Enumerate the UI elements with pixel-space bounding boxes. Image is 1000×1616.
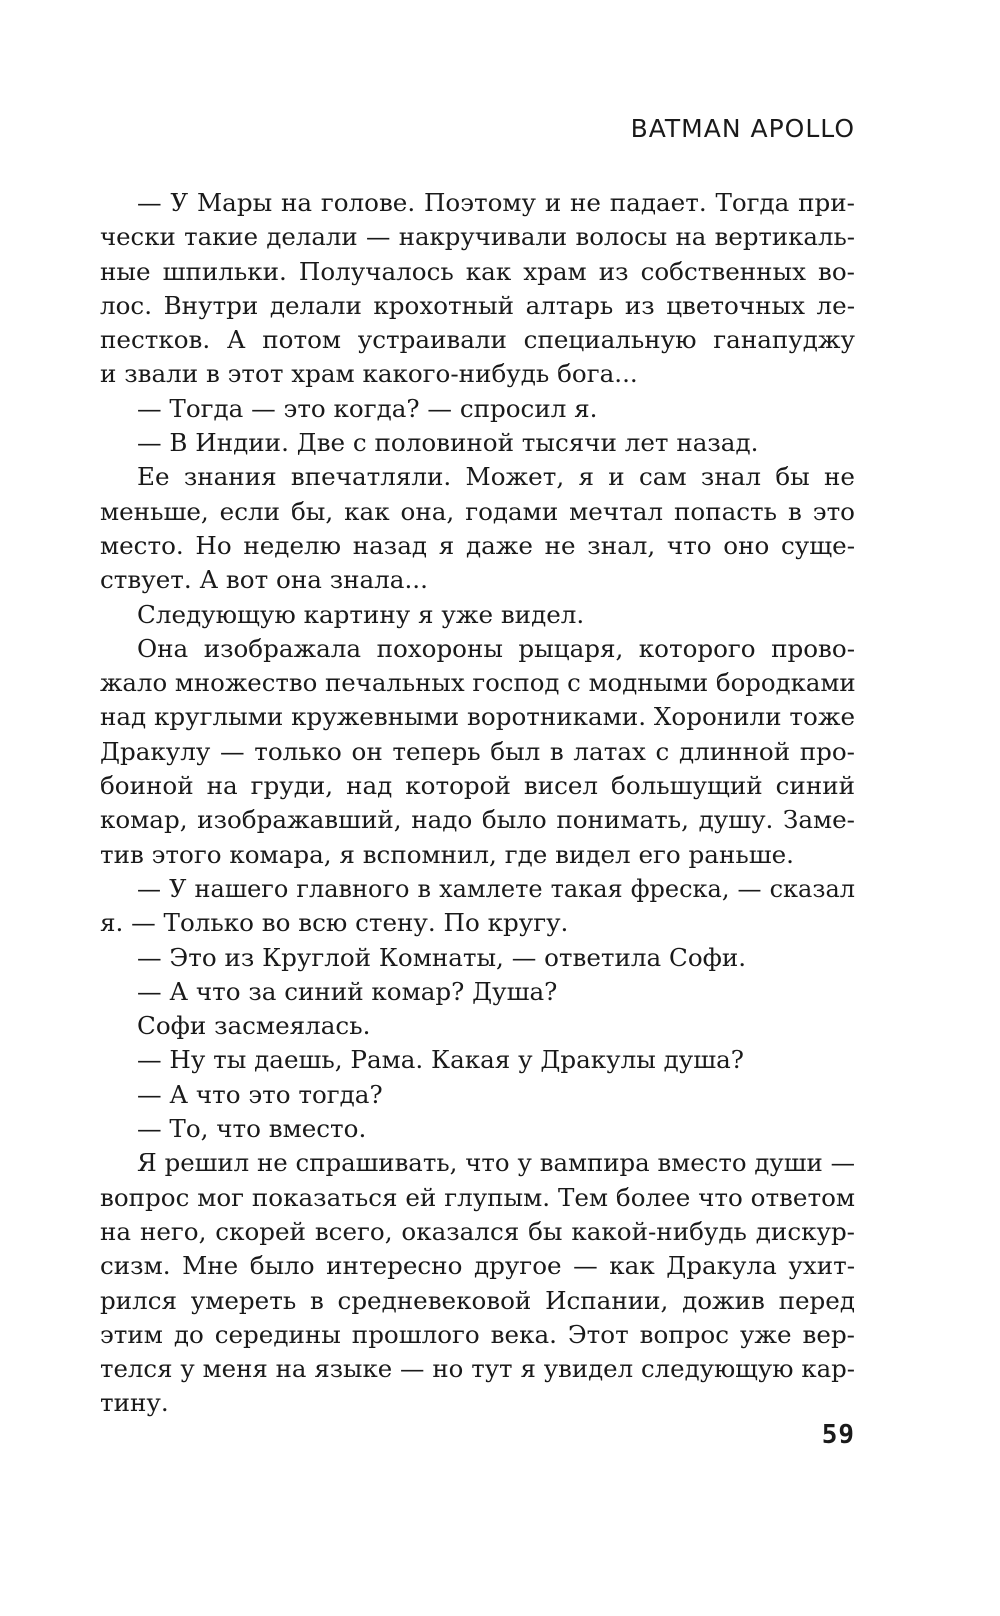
text-line: ные шпильки. Получалось как храм из собственных во- — [100, 256, 855, 286]
text-line: лос. Внутри делали крохотный алтарь из цветочных ле- — [100, 290, 855, 320]
text-line: комар, изображавший, надо было понимать, душу. Заме- — [100, 805, 855, 835]
text-line: вопрос мог показаться ей глупым. Тем более что ответом — [100, 1182, 855, 1212]
text-line: тину. — [100, 1388, 169, 1418]
body-text — [100, 186, 855, 1421]
text-line: сизм. Мне было интересно другое — как Дракула ухит- — [100, 1251, 855, 1281]
text-line: — Это из Круглой Комнаты, — ответила Софи. — [137, 942, 747, 972]
text-line: — У Мары на голове. Поэтому и не падает. Тогда при- — [137, 188, 855, 217]
text-line: — Ну ты даешь, Рама. Какая у Дракулы душа? — [137, 1045, 744, 1075]
text-line: ствует. А вот она знала... — [100, 565, 428, 595]
text-line: рился умереть в средневековой Испании, дожив перед — [100, 1285, 855, 1315]
text-line: Софи засмеялась. — [137, 1011, 371, 1041]
text-line: меньше, если бы, как она, годами мечтал попасть в это — [100, 496, 855, 526]
text-line: на него, скорей всего, оказался бы какой-нибудь дискур- — [100, 1216, 855, 1246]
text-line: Она изображала похороны рыцаря, которого прово- — [137, 633, 855, 663]
text-line: и звали в этот храм какого-нибудь бога... — [100, 359, 638, 389]
text-line: пестков. А потом устраивали специальную ганапуджу — [100, 325, 855, 355]
page-number: 59 — [821, 1420, 855, 1450]
text-line: — У нашего главного в хамлете такая фреска, — сказал — [137, 874, 855, 903]
text-line: телся у меня на языке — но тут я увидел следующую кар- — [100, 1354, 855, 1384]
text-line: этим до середины прошлого века. Этот вопрос уже вер- — [100, 1319, 855, 1349]
text-line: — В Индии. Две с половиной тысячи лет назад. — [137, 428, 759, 458]
text-line: Я решил не спрашивать, что у вампира вместо души — — [137, 1148, 855, 1178]
text-line: — А что за синий комар? Душа? — [137, 976, 558, 1006]
text-line: тив этого комара, я вспомнил, где видел его раньше. — [100, 839, 794, 869]
text-line: боиной на груди, над которой висел большущий синий — [100, 771, 855, 801]
text-line: Ее знания впечатляли. Может, я и сам знал бы не — [137, 462, 855, 492]
text-line: чески такие делали — накручивали волосы на вертикаль- — [100, 222, 855, 252]
text-line: — Тогда — это когда? — спросил я. — [137, 393, 598, 423]
text-line: Дракулу — только он теперь был в латах с длинной про- — [100, 736, 855, 766]
text-line: — То, что вместо. — [137, 1114, 367, 1144]
running-head: BATMAN APOLLO — [630, 114, 855, 143]
text-line: жало множество печальных господ с модными бородками — [100, 668, 856, 698]
text-line: я. — Только во всю стену. По кругу. — [100, 908, 569, 938]
text-line: над круглыми кружевными воротниками. Хоронили тоже — [100, 702, 855, 732]
text-line: — А что это тогда? — [137, 1079, 383, 1109]
text-line: место. Но неделю назад я даже не знал, что оно суще- — [100, 530, 855, 560]
text-line: Следующую картину я уже видел. — [137, 599, 585, 629]
